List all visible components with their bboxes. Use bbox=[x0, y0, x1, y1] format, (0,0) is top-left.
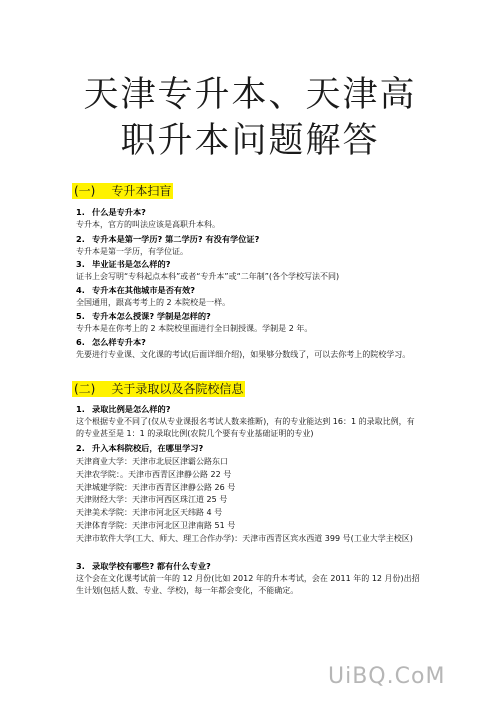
question-6: 6. 怎么样专升本? bbox=[76, 337, 146, 347]
question-3: 3. 毕业证书是怎么样的? bbox=[76, 259, 171, 269]
watermark-logo: UiBQ.CoM bbox=[328, 664, 446, 689]
school-item: 天津体育学院：天津市河北区卫津南路 51 号 bbox=[76, 521, 236, 530]
section-title: 专升本扫盲 bbox=[111, 184, 172, 198]
school-item: 天津财经大学：天津市河西区珠江道 25 号 bbox=[76, 495, 228, 504]
answer-5: 专升本是在你考上的 2 本院校里面进行全日制授课。学制是 2 年。 bbox=[76, 324, 313, 333]
question-4: 4. 专升本在其他城市是否有效? bbox=[76, 285, 195, 295]
answer-2: 专升本是第一学历，有学位证。 bbox=[76, 247, 188, 256]
answer-s2-3: 这个会在文化课考试前一年的 12 月份(比如 2012 年的升本考试，会在 2011 年的 12 月份)出招生计划(包括人数、专业、学校)，每一年都会变化，不能确定。 bbox=[76, 574, 420, 595]
school-item: 天津城建学院：天津市西青区津静公路 26 号 bbox=[76, 483, 236, 492]
section-heading-1 bbox=[72, 183, 173, 199]
question-s2-3: 3. 录取学校有哪些? 都有什么专业? bbox=[76, 561, 211, 571]
title-line-2: 职升本问题解答 bbox=[120, 121, 380, 161]
answer-6: 先要进行专业课、文化课的考试(后面详细介绍)，如果够分数线了，可以去你考上的院校学习。 bbox=[76, 350, 411, 359]
section-number: (一) bbox=[74, 184, 96, 198]
section-title: 关于录取以及各院校信息 bbox=[111, 382, 244, 396]
answer-1: 专升本，官方的叫法应该是高职升本科。 bbox=[76, 220, 220, 229]
school-item: 天津商业大学：天津市北辰区津霸公路东口 bbox=[76, 457, 228, 466]
answer-4: 全国通用，跟高考考上的 2 本院校是一样。 bbox=[76, 298, 231, 307]
title-line-1: 天津专升本、天津高 bbox=[83, 75, 417, 115]
question-5: 5. 专升本怎么授课? 学制是怎样的? bbox=[76, 311, 211, 321]
school-item: 天津农学院：。天津市西青区津静公路 22 号 bbox=[76, 470, 232, 479]
question-2: 2. 专升本是第一学历? 第二学历? 有没有学位证? bbox=[76, 234, 260, 244]
question-s2-1: 1. 录取比例是怎么样的? bbox=[76, 404, 171, 414]
school-item: 天津市软件大学(工大、师大、理工合作办学)：天津市西青区宾水西道 399 号(工业大学主校区) bbox=[76, 534, 413, 543]
answer-s2-1: 这个根据专业不同了(仅从专业课报名考试人数来推断)，有的专业能达到 16：1 的录取比例，有的专业甚至是 1：1 的录取比例(农院几个要有专业基础证明的专业) bbox=[76, 417, 415, 438]
question-s2-2: 2. 升入本科院校后，在哪里学习? bbox=[76, 443, 204, 453]
school-item: 天津美术学院：天津市河北区天纬路 4 号 bbox=[76, 508, 223, 517]
section-number: (二) bbox=[74, 382, 96, 396]
question-1: 1. 什么是专升本? bbox=[76, 207, 146, 217]
answer-3: 证书上会写明“专科起点本科”或者“专升本”或“二年制”(各个学校写法不同) bbox=[76, 272, 340, 281]
section-heading-2 bbox=[72, 381, 245, 397]
